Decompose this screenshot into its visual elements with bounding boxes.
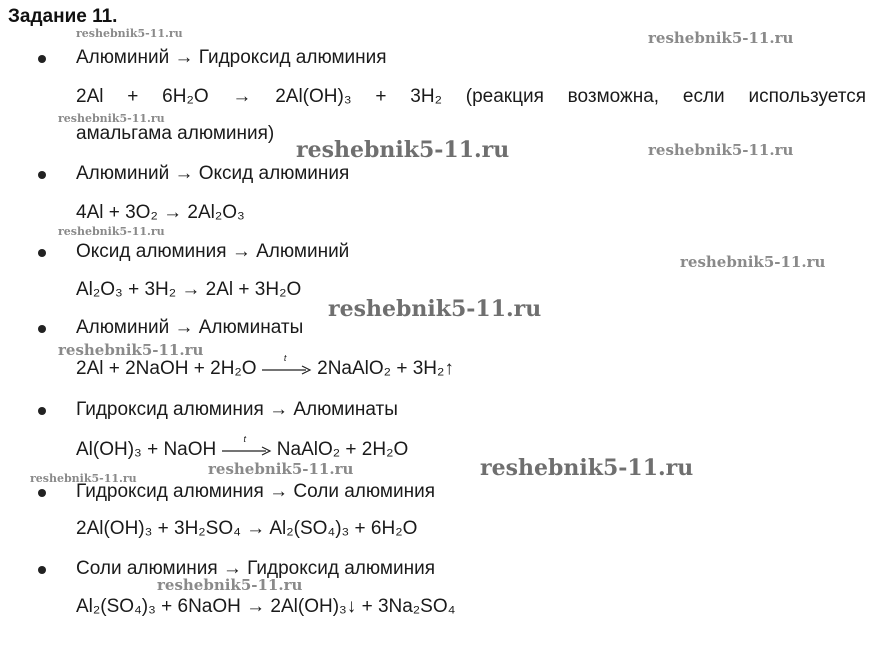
watermark: reshebnik5-11.ru <box>76 27 183 40</box>
item-heading: Оксид алюминия → Алюминий <box>76 241 350 262</box>
item-heading: Гидроксид алюминия → Алюминаты <box>76 399 398 420</box>
equation-right: 2NaAlO₂ + 3H₂↑ <box>317 358 454 379</box>
page-title: Задание 11. <box>8 6 118 27</box>
reaction-arrow <box>222 433 272 457</box>
arrow-icon <box>222 446 272 456</box>
item-equation <box>76 352 454 380</box>
equation-right: NaAlO₂ + 2H₂O <box>276 439 409 460</box>
list-bullet <box>38 407 46 415</box>
list-bullet <box>38 325 46 333</box>
item-heading: Алюминий → Гидроксид алюминия <box>76 47 387 68</box>
watermark: reshebnik5-11.ru <box>680 253 826 271</box>
list-bullet <box>38 55 46 63</box>
item-equation: Al₂O₃ + 3H₂ → 2Al + 3H₂O <box>76 279 302 300</box>
item-heading: Гидроксид алюминия → Соли алюминия <box>76 481 435 502</box>
item-heading: Алюминий → Алюминаты <box>76 317 304 338</box>
watermark: reshebnik5-11.ru <box>157 576 303 594</box>
item-equation <box>76 433 409 461</box>
equation-left: Al(OH)₃ + NaOH <box>76 439 217 460</box>
list-bullet <box>38 566 46 574</box>
equation-left: 2Al + 2NaOH + 2H₂O <box>76 358 257 379</box>
watermark: reshebnik5-11.ru <box>328 296 542 322</box>
list-bullet <box>38 249 46 257</box>
list-bullet <box>38 171 46 179</box>
list-bullet <box>38 489 46 497</box>
watermark: reshebnik5-11.ru <box>648 29 794 47</box>
item-equation: 2Al(OH)₃ + 3H₂SO₄ → Al₂(SO₄)₃ + 6H₂O <box>76 518 418 539</box>
reaction-condition: t <box>243 433 247 444</box>
item-heading: Алюминий → Оксид алюминия <box>76 163 350 184</box>
item-heading: Соли алюминия → Гидроксид алюминия <box>76 558 435 579</box>
watermark: reshebnik5-11.ru <box>30 472 137 485</box>
watermark: reshebnik5-11.ru <box>296 137 510 163</box>
item-equation: 4Al + 3O₂ → 2Al₂O₃ <box>76 202 245 223</box>
item-equation: Al₂(SO₄)₃ + 6NaOH → 2Al(OH)₃↓ + 3Na₂SO₄ <box>76 596 456 617</box>
watermark: reshebnik5-11.ru <box>58 112 165 125</box>
reaction-condition: t <box>283 352 287 363</box>
item-equation: 2Al + 6H₂O → 2Al(OH)₃ + 3H₂ (реакция возможна, если используется <box>76 86 866 107</box>
watermark: reshebnik5-11.ru <box>58 225 165 238</box>
watermark: reshebnik5-11.ru <box>648 141 794 159</box>
watermark: reshebnik5-11.ru <box>58 341 204 359</box>
item-equation-note: амальгама алюминия) <box>76 123 275 144</box>
arrow-icon <box>262 365 312 375</box>
watermark: reshebnik5-11.ru <box>208 460 354 478</box>
reaction-arrow <box>262 352 312 376</box>
watermark: reshebnik5-11.ru <box>480 455 694 481</box>
